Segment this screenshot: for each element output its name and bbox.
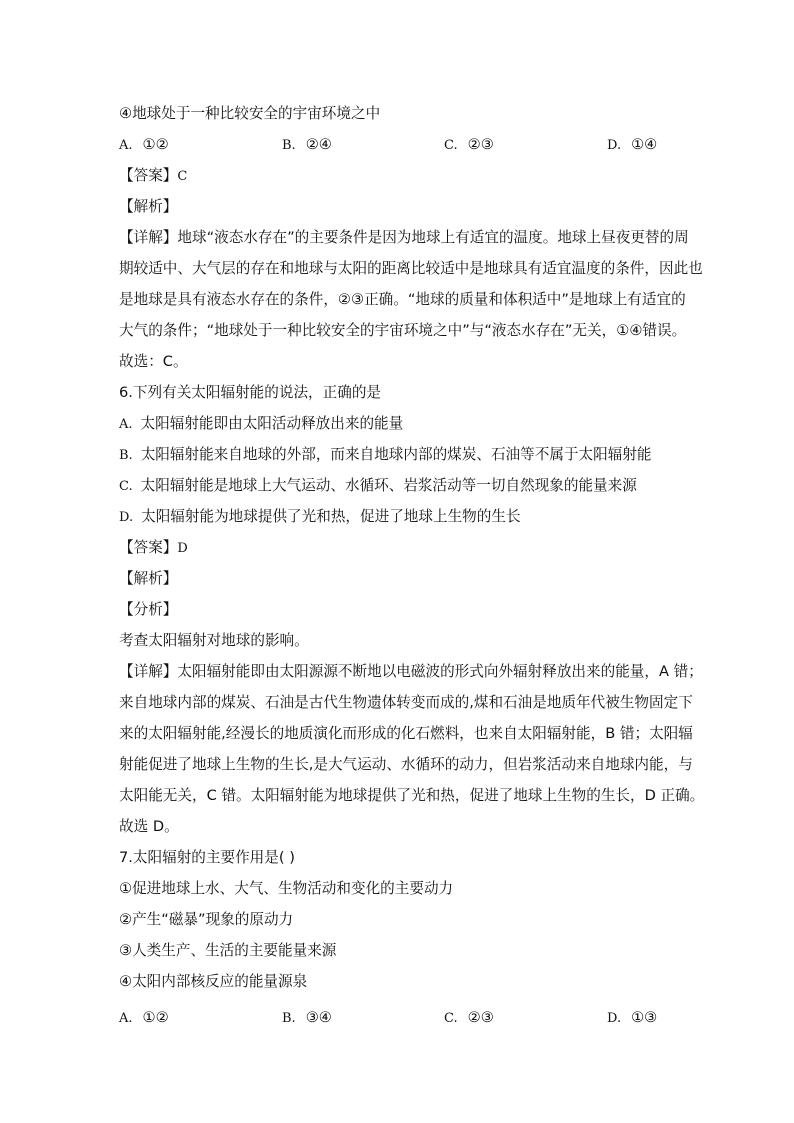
q6-option-b: B. 太阳辐射能来自地球的外部，而来自地球内部的煤炭、石油等不属于太阳辐射能	[119, 446, 652, 463]
q5-options	[119, 135, 699, 155]
q7-option-b: B. ③④	[282, 1009, 332, 1026]
q6-option-a: A. 太阳辐射能即由太阳活动释放出来的能量	[119, 415, 404, 432]
q7-statement-2: ②产生“磁暴”现象的原动力	[119, 911, 294, 928]
q6-detail-line: 来的太阳辐射能,经漫长的地质演化而形成的化石燃料，也来自太阳辐射能，B 错；太阳辐	[119, 725, 693, 742]
q6-fenxi-text: 考查太阳辐射对地球的影响。	[119, 632, 309, 649]
q7-option-c: C. ②③	[444, 1009, 494, 1026]
q5-option-c: C. ②③	[444, 136, 494, 153]
q6-fenxi-heading: 【分析】	[119, 601, 178, 618]
q6-analysis-heading: 【解析】	[119, 570, 178, 587]
q5-detail-line: 期较适中、大气层的存在和地球与太阳的距离比较适中是地球具有适宜温度的条件，因此也	[119, 260, 703, 277]
q6-question: 6.下列有关太阳辐射能的说法，正确的是	[119, 384, 382, 401]
q7-statement-1: ①促进地球上水、大气、生物活动和变化的主要动力	[119, 880, 454, 897]
q7-option-a: A. ①②	[119, 1009, 169, 1026]
q7-options	[119, 1008, 699, 1028]
q5-answer: 【答案】C	[119, 167, 188, 184]
q6-option-c: C. 太阳辐射能是地球上大气运动、水循环、岩浆活动等一切自然现象的能量来源	[119, 477, 637, 494]
q6-option-d: D. 太阳辐射能为地球提供了光和热，促进了地球上生物的生长	[119, 508, 521, 525]
q5-option-a: A. ①②	[119, 136, 169, 153]
q5-detail-line: 【详解】地球“液态水存在”的主要条件是因为地球上有适宜的温度。地球上昼夜更替的周	[119, 229, 689, 246]
q5-detail-line: 故选：C。	[119, 353, 188, 370]
q5-statement-4: ④地球处于一种比较安全的宇宙环境之中	[119, 105, 381, 122]
q6-detail-line: 太阳能无关，C 错。太阳辐射能为地球提供了光和热，促进了地球上生物的生长，D 正确。	[119, 787, 705, 804]
q7-statement-4: ④太阳内部核反应的能量源泉	[119, 973, 308, 990]
q7-statement-3: ③人类生产、生活的主要能量来源	[119, 942, 337, 959]
q6-detail-line: 【详解】太阳辐射能即由太阳源源不断地以电磁波的形式向外辐射释放出来的能量，A 错；	[119, 663, 703, 680]
q6-detail-line: 来自地球内部的煤炭、石油是古代生物遗体转变而成的,煤和石油是地质年代被生物固定下	[119, 694, 693, 711]
q6-detail-line: 故选 D。	[119, 818, 179, 835]
q5-option-d: D. ①④	[607, 136, 658, 153]
q7-question: 7.太阳辐射的主要作用是( )	[119, 849, 295, 866]
q5-analysis-heading: 【解析】	[119, 198, 178, 215]
q5-detail-line: 是地球是具有液态水存在的条件，②③正确。“地球的质量和体积适中”是地球上有适宜的	[119, 291, 686, 308]
q7-option-d: D. ①③	[607, 1009, 658, 1026]
q5-option-b: B. ②④	[282, 136, 332, 153]
q5-detail-line: 大气的条件；“地球处于一种比较安全的宇宙环境之中”与“液态水存在”无关，①④错误。	[119, 322, 687, 339]
q6-detail-line: 射能促进了地球上生物的生长,是大气运动、水循环的动力，但岩浆活动来自地球内能，与	[119, 756, 693, 773]
q6-answer: 【答案】D	[119, 539, 188, 556]
